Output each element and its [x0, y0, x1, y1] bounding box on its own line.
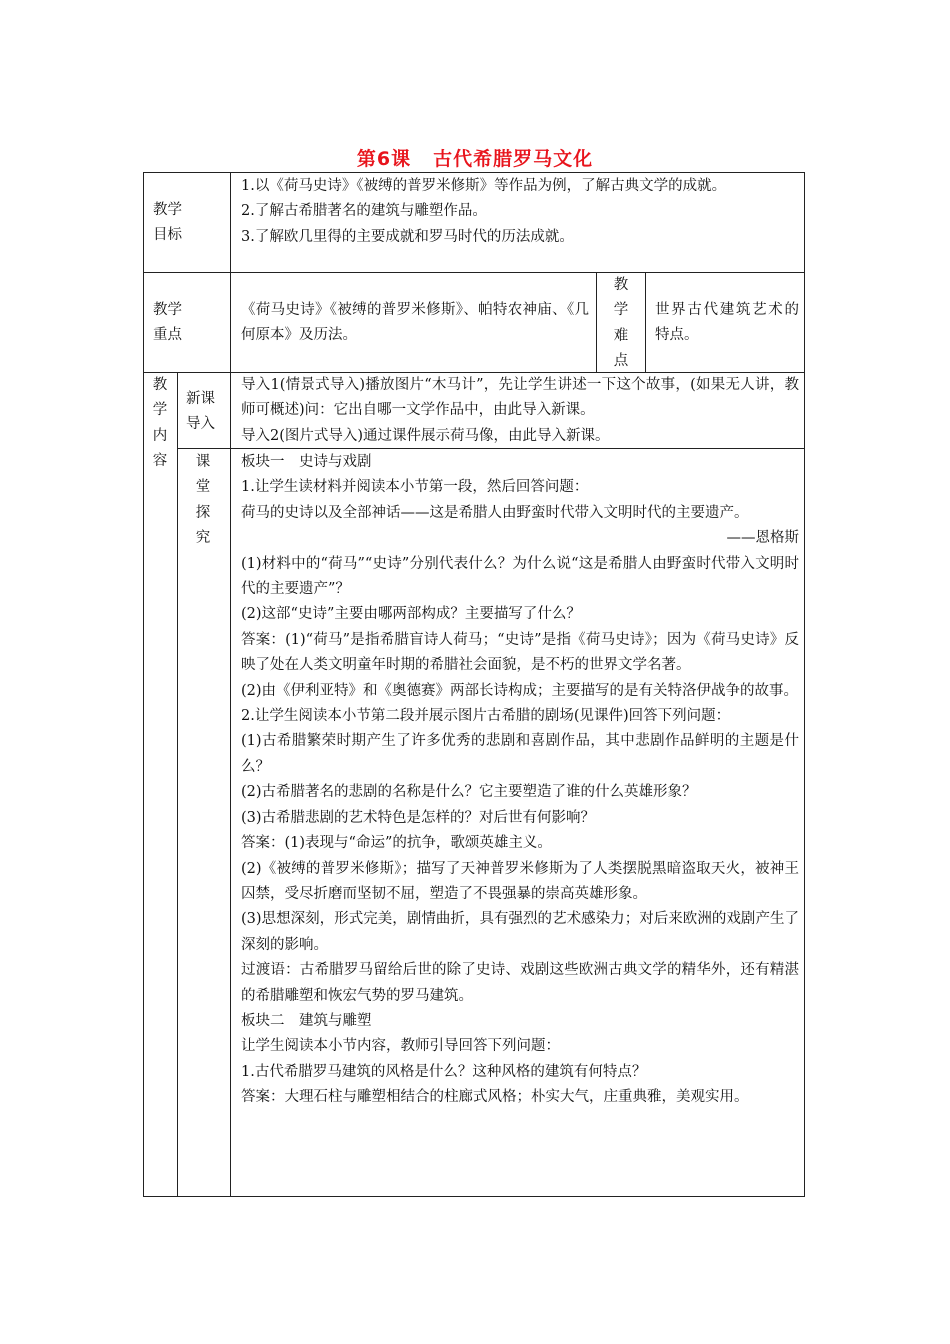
row-divider	[143, 272, 805, 273]
difficulty-label: 教 学 难 点	[613, 277, 629, 370]
section-heading: 板块一 史诗与戏剧	[241, 454, 372, 470]
column-divider	[230, 172, 231, 372]
quote: 荷马的史诗以及全部神话——这是希腊人由野蛮时代带入文明时代的主要遗产。	[241, 504, 749, 521]
column-divider	[230, 372, 231, 1197]
lesson-name: 古代希腊罗马文化	[433, 148, 594, 170]
section-heading: 板块二 建筑与雕塑	[241, 1012, 372, 1029]
explore-text: 板块一 史诗与戏剧 1.让学生读材料并阅读本小节第一段，然后回答问题： 荷马的史诗以及全部神话——这是希腊人由野蛮时代带入文明时代的主要遗产。 ——恩格斯 (1)材料中的“荷马”“史诗”分别代表什么？为什么说“这是希腊人由野蛮时代带入文明时代的主要遗产”？ (2)这部“史诗”主要由哪两部构成？主要描写了什么？ 答案：(1)“荷马”是指希腊盲诗人荷马；“史诗”是指《荷马史诗》；因为《荷马史诗》反映了处在人类文明童年时期的希腊社会面貌，是不朽的世界文学名著。 (2)由《伊利亚特》和《奥德赛》两部长诗构成；主要描写的是有关特洛伊战争的故事。 2.让学生阅读本小节第二段并展示图片古希腊的剧场(见课件)回答下列问题： (1)古希腊繁荣时期产生了许多优秀的悲剧和喜剧作品，其中悲剧作品鲜明的主题是什么？ (2)古希腊著名的悲剧的名称是什么？它主要塑造了谁的什么英雄形象？ (3)古希腊悲剧的艺术特色是怎样的？对后世有何影响？ 答案：(1)表现与“命运”的抗争，歌颂英雄主义。 (2)《被缚的普罗米修斯》；描写了天神普罗米修斯为了人类摆脱黑暗盗取天火，被神王囚禁，受尽折磨而坚韧不屈，塑造了不畏强暴的崇高英雄形象。 (3)思想深刻，形式完美，剧情曲折，具有强烈的艺术感染力；对后来欧洲的戏剧产生了深刻的影响。 过渡语：古希腊罗马留给后世的除了史诗、戏剧这些欧洲古典文学的精华外，还有精湛的希腊雕塑和恢宏气势的罗马建筑。 板块二 建筑与雕塑 让学生阅读本小节内容，教师引导回答下列问题： 1.古代希腊罗马建筑的风格是什么？这种风格的建筑有何特点？ 答案：大理石柱与雕塑相结合的柱廊式风格；朴实大气，庄重典雅，美观实用。	[241, 450, 799, 1111]
focus-label: 教学 重点	[153, 302, 182, 343]
objectives-label: 教学 目标	[153, 202, 182, 243]
content-label: 教 学 内 容	[152, 377, 168, 470]
objective-item: 1.以《荷马史诗》《被缚的普罗米修斯》等作品为例，了解古典文学的成就。	[241, 178, 727, 194]
page-title	[0, 144, 950, 171]
column-divider	[645, 272, 646, 372]
column-divider	[177, 372, 178, 1197]
objectives-list	[241, 174, 799, 250]
intro-text: 导入1(情景式导入)播放图片“木马计”，先让学生讲述一下这个故事，(如果无人讲，教师可概述)问：它出自哪一文学作品中，由此导入新课。 导入2(图片式导入)通过课件展示荷马像，由此导入新课。	[241, 377, 799, 444]
quote-source: ——恩格斯	[726, 530, 799, 547]
objective-item: 3.了解欧几里得的主要成就和罗马时代的历法成就。	[241, 228, 574, 245]
difficulty-text: 世界古代建筑艺术的特点。	[655, 302, 799, 344]
intro-label: 新课 导入	[186, 391, 215, 432]
lesson-number: 第6课	[356, 148, 412, 170]
focus-text: 《荷马史诗》《被缚的普罗米修斯》、帕特农神庙、《几何原本》及历法。	[241, 302, 589, 344]
objective-item: 2.了解古希腊著名的建筑与雕塑作品。	[241, 203, 487, 220]
explore-label: 课 堂 探 究	[195, 454, 211, 547]
column-divider	[596, 272, 597, 372]
